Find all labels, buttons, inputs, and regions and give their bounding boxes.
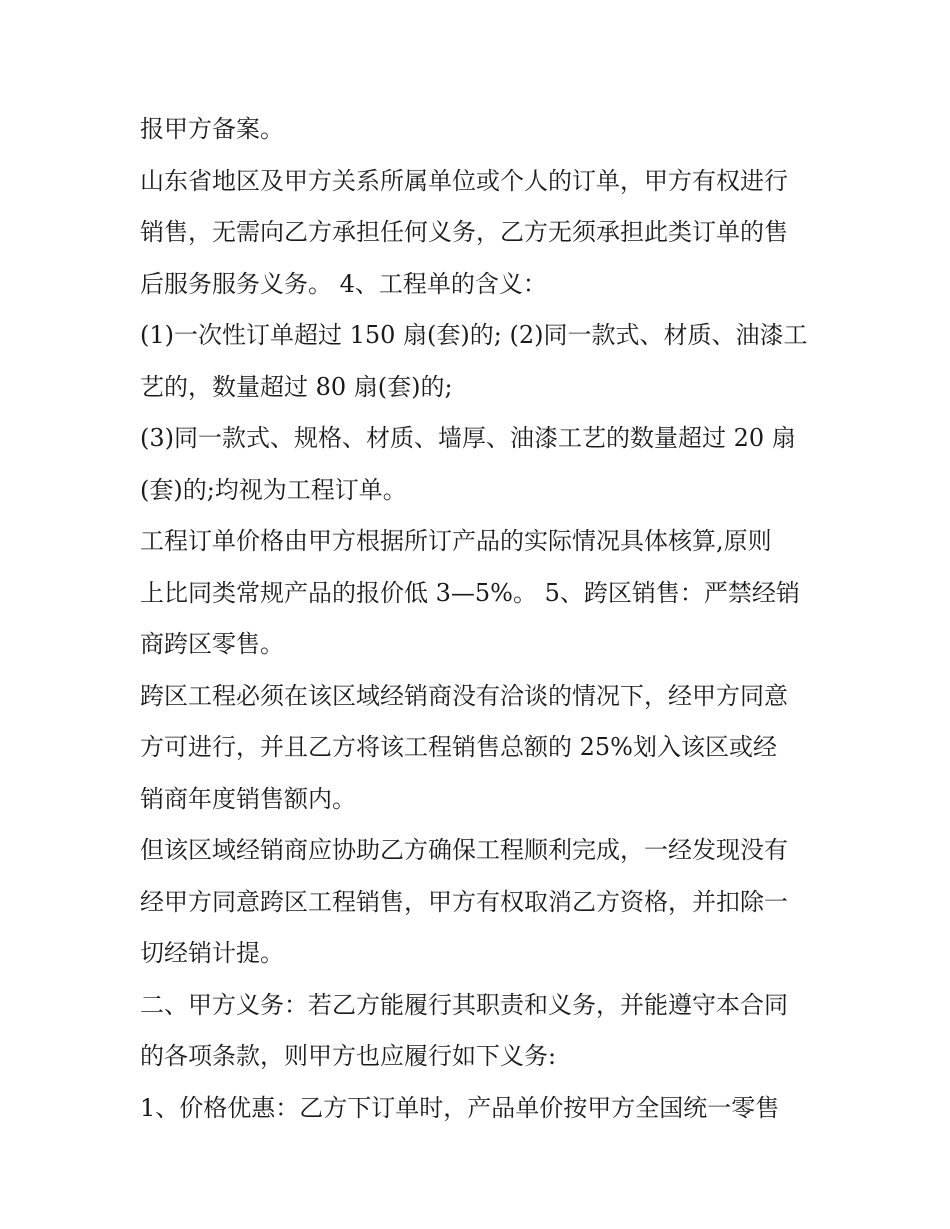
text-line: 1、价格优惠：乙方下订单时，产品单价按甲方全国统一零售 — [140, 1093, 780, 1122]
text-line: 艺的，数量超过 80 扇(套)的; — [140, 372, 453, 401]
text-line: 经甲方同意跨区工程销售，甲方有权取消乙方资格，并扣除一 — [140, 887, 788, 916]
text-line: 后服务服务义务。 4、工程单的含义： — [140, 269, 547, 298]
text-line: 商跨区零售。 — [140, 630, 284, 658]
text-line: 报甲方备案。 — [140, 115, 284, 143]
text-line: 二、甲方义务：若乙方能履行其职责和义务，并能遵守本合同 — [140, 990, 788, 1019]
text-line: (套)的;均视为工程订单。 — [140, 475, 407, 504]
text-line: 但该区域经销商应协助乙方确保工程顺利完成，一经发现没有 — [140, 836, 788, 864]
document-body — [140, 104, 820, 1134]
text-line: (1)一次性订单超过 150 扇(套)的; (2)同一款式、材质、油漆工 — [140, 321, 808, 349]
text-line: 的各项条款，则甲方也应履行如下义务: — [140, 1042, 557, 1070]
text-line: 工程订单价格由甲方根据所订产品的实际情况具体核算,原则 — [140, 527, 772, 555]
text-line: 切经销计提。 — [140, 939, 284, 967]
text-line: 销售，无需向乙方承担任何义务，乙方无须承担此类订单的售 — [140, 218, 788, 246]
text-line: 跨区工程必须在该区域经销商没有洽谈的情况下，经甲方同意 — [140, 681, 788, 710]
text-line: 销商年度销售额内。 — [140, 784, 356, 813]
text-line: 方可进行，并且乙方将该工程销售总额的 25%划入该区或经 — [140, 733, 777, 761]
text-line: (3)同一款式、规格、材质、墙厚、油漆工艺的数量超过 20 扇 — [140, 424, 796, 452]
text-line: 上比同类常规产品的报价低 3—5%。 5、跨区销售：严禁经销 — [140, 578, 800, 607]
text-line: 山东省地区及甲方关系所属单位或个人的订单，甲方有权进行 — [140, 166, 788, 195]
